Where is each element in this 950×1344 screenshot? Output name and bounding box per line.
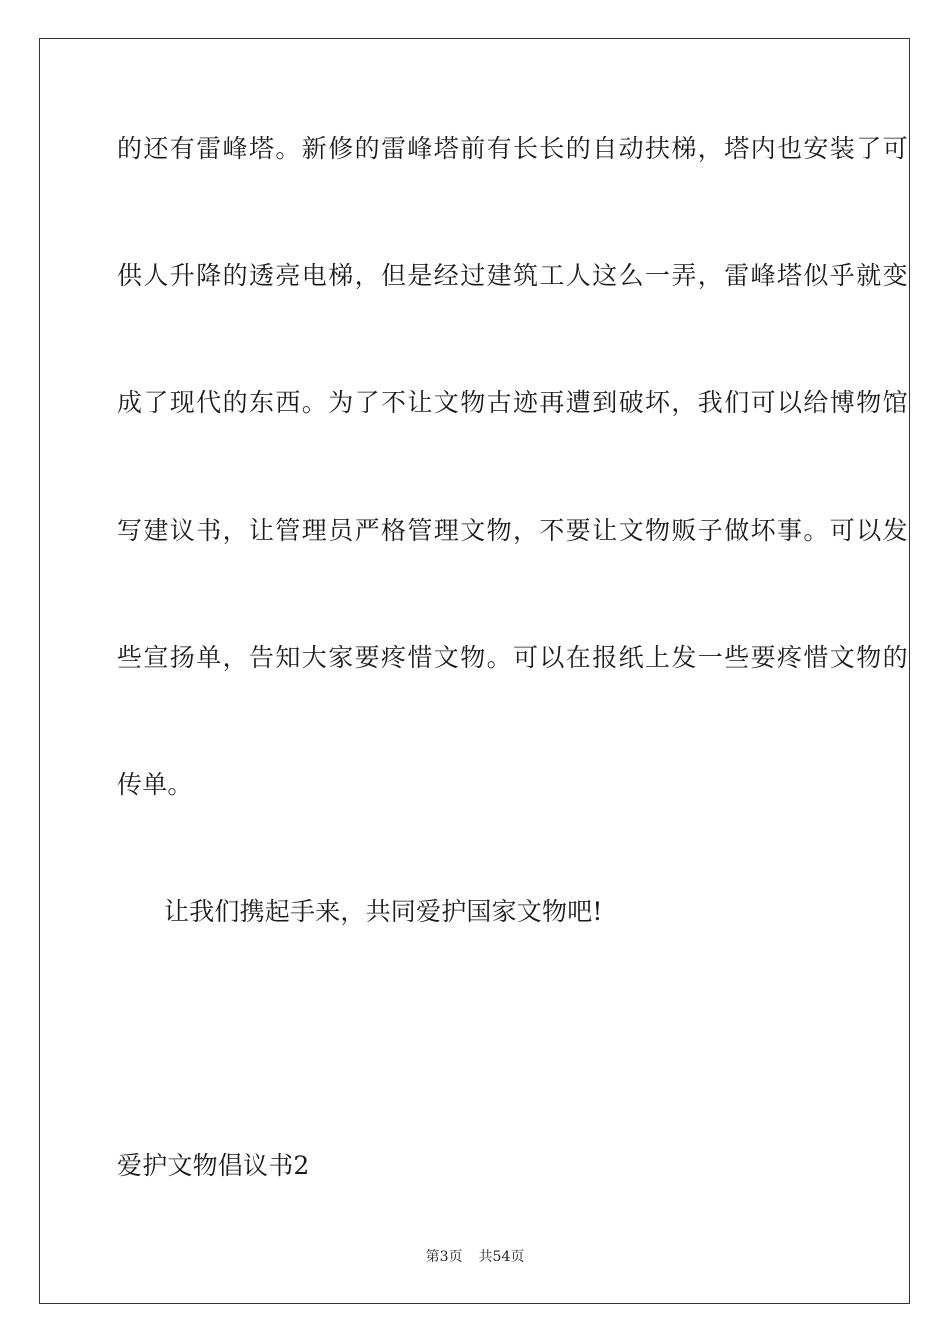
paragraph-line-1: 的还有雷峰塔。新修的雷峰塔前有长长的自动扶梯，塔内也安装了可 xyxy=(117,134,910,163)
paragraph-line-4: 写建议书，让管理员严格管理文物，不要让文物贩子做坏事。可以发 xyxy=(117,516,910,545)
paragraph-line-6: 传单。 xyxy=(117,770,193,799)
paragraph-line-5: 些宣扬单，告知大家要疼惜文物。可以在报纸上发一些要疼惜文物的 xyxy=(117,643,910,672)
closing-line: 让我们携起手来，共同爱护国家文物吧! xyxy=(164,897,603,926)
page-footer xyxy=(0,1247,950,1267)
page-number-current: 第3页 xyxy=(425,1249,463,1265)
section-heading: 爱护文物倡议书2 xyxy=(117,1151,310,1180)
paragraph-line-2: 供人升降的透亮电梯，但是经过建筑工人这么一弄，雷峰塔似乎就变 xyxy=(117,261,910,290)
page-number-total: 共54页 xyxy=(478,1249,525,1265)
paragraph-line-3: 成了现代的东西。为了不让文物古迹再遭到破坏，我们可以给博物馆 xyxy=(117,388,910,417)
